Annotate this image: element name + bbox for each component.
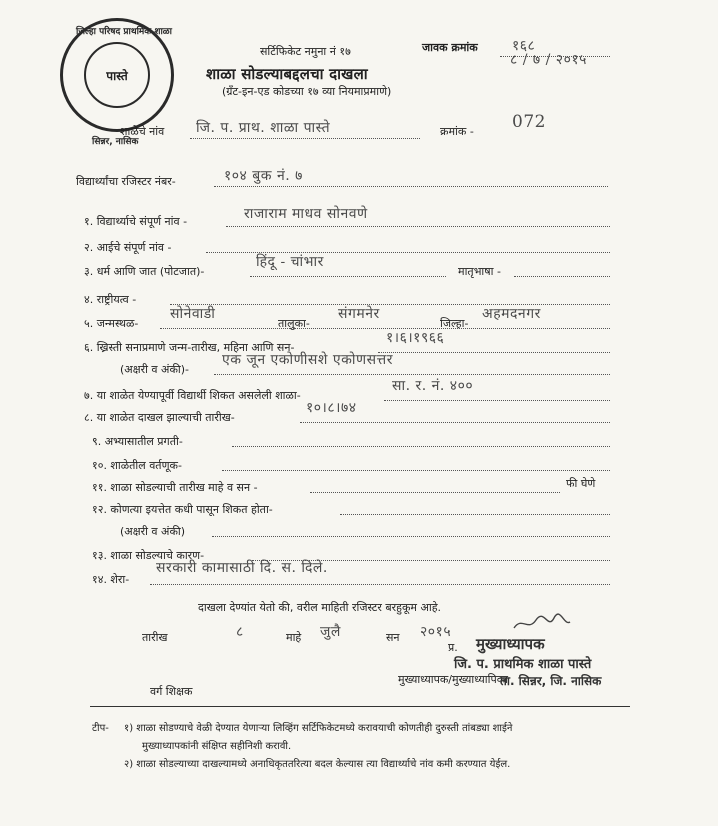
hm-sign-label: मुख्याध्यापक/मुख्याध्यापिका (398, 673, 509, 686)
declaration-text: दाखला देण्यांत येतो की, वरील माहिती रजिस्टर बरहुकूम आहे. (198, 601, 442, 614)
field-2-label: २. आईचे संपूर्ण नांव - (84, 241, 172, 254)
hm-place-stamp: ता. सिन्नर, जि. नासिक (500, 674, 602, 688)
field-9-label: ९. अभ्यासातील प्रगती- (92, 435, 183, 448)
register-label: विद्यार्थ्यांचा रजिस्टर नंबर- (76, 175, 176, 188)
serial-value: १६८ (512, 38, 536, 54)
field-8-label: ८. या शाळेत दाखल झाल्याची तारीख- (84, 411, 235, 424)
register-value: १०४ बुक नं. ७ (224, 168, 303, 184)
seal-center-text: पास्ते (106, 68, 128, 83)
field-13-label: १३. शाळा सोडल्याचे कारण- (92, 549, 205, 562)
form-number: सर्टिफिकेट नमुना नं १७ (260, 45, 351, 58)
field-5-birthplace-value: सोनेवाडी (170, 306, 216, 322)
field-12-label: १२. कोणत्या इयत्तेत कधी पासून शिकत होता- (92, 503, 273, 516)
school-name-value: जि. प. प्राथ. शाळा पास्ते (196, 120, 331, 136)
field-8-value: १०।८।७४ (306, 400, 357, 416)
school-name-label: शाळेचे नांव (120, 125, 165, 138)
field-12b-label: (अक्षरी व अंकी) (120, 525, 186, 538)
footer-year-label: सन (386, 631, 400, 644)
seal-outer-text: जिल्हा परिषद प्राथमिक शाळा (76, 27, 172, 37)
footer-month-value: जुलै (320, 624, 341, 640)
field-5-district-label: जिल्हा- (440, 317, 469, 330)
seal-bottom-text: सिन्नर, नासिक (92, 137, 139, 147)
field-10-label: १०. शाळेतील वर्तणूक- (92, 459, 182, 472)
field-6b-label: (अक्षरी व अंकी)- (120, 363, 190, 376)
seal-center (84, 42, 150, 108)
hm-school-stamp: जि. प. प्राथमिक शाळा पास्ते (454, 657, 592, 672)
note-2: २) शाळा सोडल्याच्या दाखल्यामध्ये अनाधिकृततरित्या बदल केल्यास त्या विद्यार्थ्याचे नांव कमी करण्यात येईल. (124, 759, 511, 770)
footer-date-label: तारीख (142, 631, 168, 644)
field-7-value: सा. र. नं. ४०० (392, 378, 474, 394)
number-value: 072 (512, 112, 546, 132)
note-1-continued: मुख्याध्यापकांनी संक्षिप्त सहीनिशी करावी. (142, 741, 292, 752)
field-11-label: ११. शाळा सोडल्याची तारीख माहे व सन - (92, 481, 258, 494)
footer-year-value: २०१५ (420, 624, 452, 640)
field-1-label: १. विद्यार्थ्याचे संपूर्ण नांव - (84, 215, 188, 228)
field-5-taluka-value: संगमनेर (338, 306, 380, 322)
field-11-fee-label: फी घेणे (566, 477, 596, 490)
footer-date-day: ८ (236, 624, 244, 640)
field-14-remark-value: सरकारी कामासाठी दि. स. दिले. (156, 560, 328, 576)
field-3-value: हिंदू - चांभार (256, 254, 324, 270)
serial-label: जावक क्रमांक (422, 41, 478, 54)
field-6-label: ६. ख्रिस्ती सनाप्रमाणे जन्म-तारीख, महिना आणि सन- (84, 341, 295, 354)
field-3-label: ३. धर्म आणि जात (पोटजात)- (84, 265, 205, 278)
field-5-taluka-label: तालुका- (278, 317, 310, 330)
notes-label: टीप- (92, 723, 109, 734)
field-6-dob-value: १।६।१९६६ (386, 330, 445, 346)
notes-divider (90, 706, 630, 707)
field-4-label: ४. राष्ट्रीयत्व - (84, 293, 137, 306)
field-14-label: १४. शेरा- (92, 573, 130, 586)
hm-title: मुख्याध्यापक (476, 635, 545, 653)
field-7-label: ७. या शाळेत येण्यापूर्वी विद्यार्थी शिकत असलेली शाळा- (84, 389, 301, 402)
field-5-district-value: अहमदनगर (482, 306, 541, 322)
certificate-subtitle: (ग्रँट-इन-एड कोडच्या १७ व्या नियमाप्रमाणे) (222, 85, 392, 98)
field-5-label: ५. जन्मस्थळ- (84, 317, 139, 330)
footer-month-label: माहे (286, 631, 302, 644)
hm-prefix: प्र. (448, 641, 458, 654)
number-label: क्रमांक - (440, 125, 474, 138)
certificate-date: ८ / ७ / २०१५ (510, 52, 587, 68)
field-1-value: राजाराम माधव सोनवणे (244, 206, 368, 222)
class-teacher-label: वर्ग शिक्षक (150, 685, 193, 698)
note-1: १) शाळा सोडण्याचे वेळी देण्यात येणाऱ्या लिव्हिंग सर्टिफिकेटमध्ये करावयाची कोणतीही दुरुस्ती तांबड्या शाईने (124, 723, 513, 734)
field-6b-dob-words: एक जून एकोणीसशे एकोणसत्तर (222, 352, 393, 368)
field-3-mother-tongue-label: मातृभाषा - (458, 265, 501, 278)
headmaster-signature (512, 612, 572, 634)
certificate-title: शाळा सोडल्याबद्दलचा दाखला (206, 65, 368, 83)
